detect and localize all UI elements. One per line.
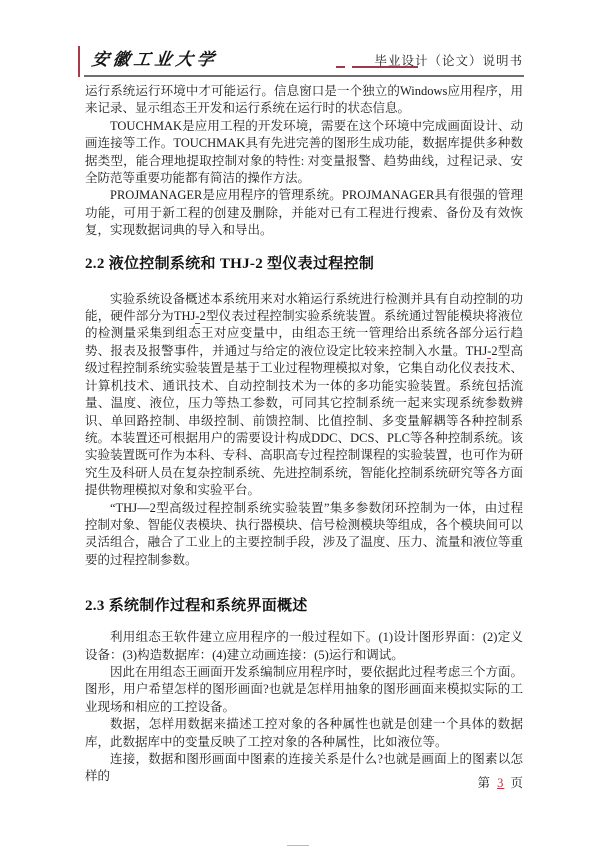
bottom-scan-mark	[287, 845, 309, 846]
paragraph-4-segment-1: 实验系统设备概述本系统用来对水箱运行系统进行检测并具有自动控制的功能，硬件部分为THJ	[85, 291, 523, 324]
header-rule	[84, 75, 524, 77]
section-heading-2-3: 2.3 系统制作过程和系统界面概述	[85, 598, 308, 615]
page-body	[85, 83, 523, 786]
body-paragraph-8: 数据，怎样用数据来描述工控对象的各种属性也就是创建一个具体的数据库，此数据库中的变量反映了工控对象的各种属性，比如液位等。	[85, 717, 523, 749]
page-footer	[477, 773, 524, 791]
paragraph-4-segment-2: 2型仪表过程控制实验系统装置。系统通过智能模块将液位的检测量采集到组态王对应变量中，由组态王统一管理给出系统各部分运行趋势、报表及报警事件，并通过与给定的液位设定比较来控制入水量。THJ	[85, 309, 523, 358]
margin-change-bar	[78, 46, 80, 77]
body-paragraph-4	[85, 291, 523, 500]
university-logo: 安徽工业大学	[90, 50, 220, 69]
revision-underline-short	[336, 56, 345, 68]
body-paragraph-9: 连接，数据和图形画面中图素的连接关系是什么?也就是画面上的图素以怎样的	[85, 752, 523, 784]
body-paragraph-7: 因此在用组态王画面开发系编制应用程序时，要依据此过程考虑三个方面。图形，用户希望怎样的图形画面?也就是怎样用抽象的图形画面来模拟实际的工业现场和相应的工控设备。	[85, 664, 523, 714]
page-number: 3	[497, 776, 505, 790]
paragraph-4-marked-hyphen-1: -	[195, 309, 200, 324]
body-paragraph-6: 利用组态王软件建立应用程序的一般过程如下。(1)设计图形界面：(2)定义设备：(3)构造数据库：(4)建立动画连接：(5)运行和调试。	[85, 630, 523, 662]
paragraph-4-segment-3: 2型高级过程控制系统实验装置是基于工业过程物理模拟对象，它集自动化仪表技术、计算机技术、通讯技术、自动控制技术为一体的多功能实验装置。系统包括流量、温度、液位，压力等热工参数，可同其它控制系统一起来实现系统参数辨识、单回路控制、串级控制、前馈控制、比值控制、多变量解耦等各种控制系统。本装置还可根据用户的需要设计构成DDC、DCS、PLC等各种控制系统。该实验装置既可作为本科、专科、高职高专过程控制课程的实验装置，也可作为研究生及科研人员在复杂控制系统、先进控制系统，智能化控制系统研究等各方面提供物理模拟对象和实验平台。	[85, 343, 523, 498]
body-paragraph-3: PROJMANAGER是应用程序的管理系统。PROJMANAGER具有很强的管理功能，可用于新工程的创建及删除，并能对已有工程进行搜索、备份及有效恢复，实现数据词典的导入和导出。	[85, 188, 523, 238]
footer-suffix: 页	[510, 776, 524, 790]
paragraph-4-marked-hyphen-2: -	[487, 343, 492, 358]
footer-prefix: 第	[477, 776, 491, 790]
body-paragraph-2: TOUCHMAK是应用工程的开发环境，需要在这个环境中完成画面设计、动画连接等工作。TOUCHMAK具有先进完善的图形生成功能，数据库提供多种数据类型，能合理地提取控制对象的特性: 对变量报警、趋势曲线，过程记录、安全防范等重要功能都有简洁的操作方法。	[85, 118, 523, 186]
section-heading-2-2: 2.2 液位控制系统和 THJ-2 型仪表过程控制	[85, 255, 375, 272]
document-type-title: 毕业设计（论文）说明书	[374, 54, 523, 68]
body-paragraph-5: “THJ—2型高级过程控制系统实验装置”集多参数闭环控制为一体，由过程控制对象、智能仪表模块、执行器模块、信号检测模块等组成，各个模块间可以灵活组合，融合了工业上的主要控制手段，涉及了温度、压力、流量和液位等重要的过程控制参数。	[85, 500, 523, 567]
body-paragraph-1: 运行系统运行环境中才可能运行。信息窗口是一个独立的Windows应用程序，用来记录、显示组态王开发和运行系统在运行时的状态信息。	[85, 84, 523, 116]
